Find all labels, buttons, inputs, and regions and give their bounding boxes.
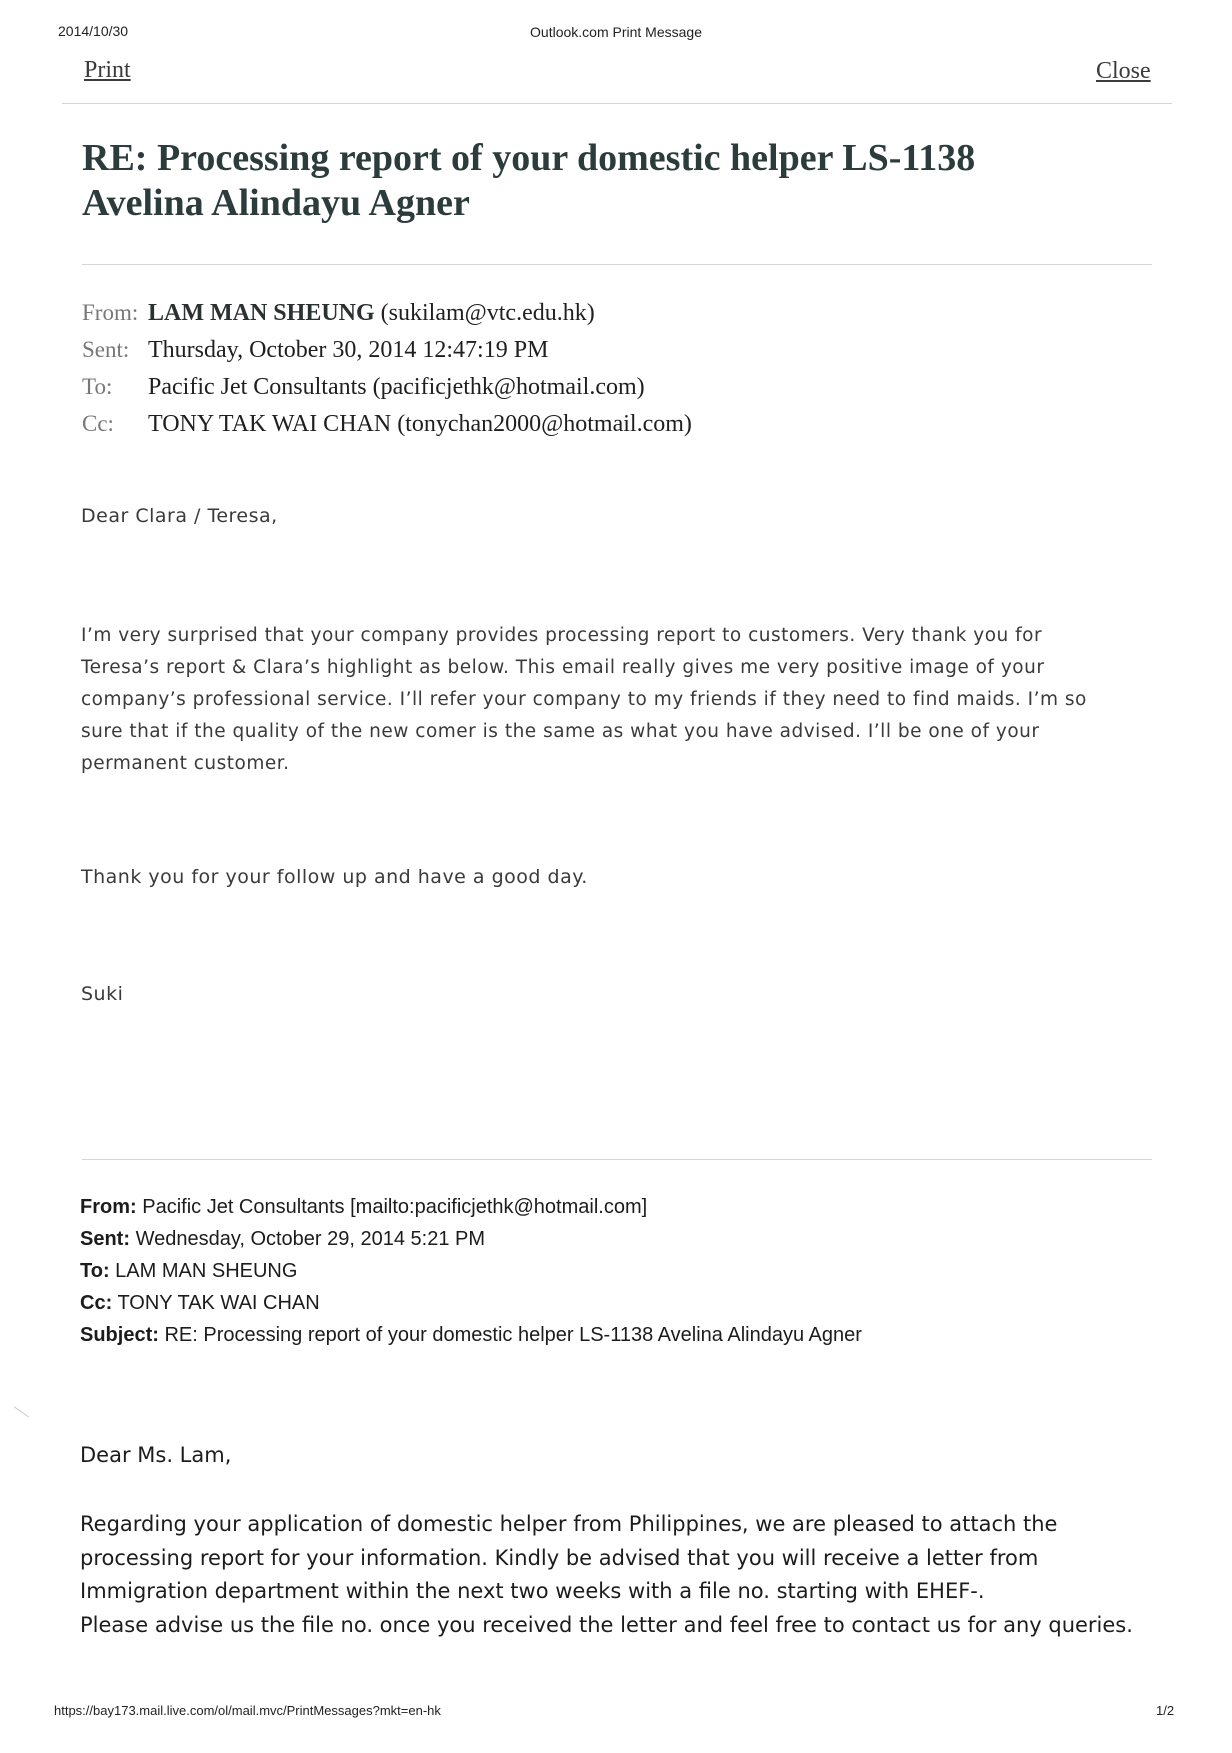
quoted-cc-label: Cc: bbox=[80, 1292, 113, 1314]
quoted-subject-value: RE: Processing report of your domestic helper LS-1138 Avelina Alindayu Agner bbox=[164, 1324, 862, 1346]
print-footer-url: https://bay173.mail.live.com/ol/mail.mvc/PrintMessages?mkt=en-hk bbox=[54, 1703, 441, 1718]
message-subject: RE: Processing report of your domestic helper LS-1138 Avelina Alindayu Agner bbox=[82, 137, 976, 224]
body-signature: Suki bbox=[81, 983, 124, 1005]
cc-label: Cc: bbox=[82, 411, 114, 436]
paragraph-line: I’m very surprised that your company provides processing report to customers. Very thank you for bbox=[81, 625, 1043, 646]
print-link[interactable]: Print bbox=[84, 57, 131, 83]
quoted-to-label: To: bbox=[80, 1260, 110, 1282]
sender-name: LAM MAN SHEUNG bbox=[148, 300, 375, 326]
print-page-title: Outlook.com Print Message bbox=[530, 24, 702, 40]
divider bbox=[82, 264, 1152, 265]
quoted-greeting: Dear Ms. Lam, bbox=[80, 1443, 232, 1467]
quoted-from-label: From: bbox=[80, 1196, 137, 1218]
body-paragraph bbox=[81, 620, 1161, 780]
divider bbox=[62, 103, 1172, 104]
body-thanks: Thank you for your follow up and have a good day. bbox=[81, 866, 588, 888]
print-page-number: 1/2 bbox=[1156, 1703, 1175, 1718]
quoted-subject-label: Subject: bbox=[80, 1324, 159, 1346]
to-value: Pacific Jet Consultants (pacificjethk@hotmail.com) bbox=[148, 374, 645, 400]
quoted-sent-label: Sent: bbox=[80, 1228, 130, 1250]
header-to-row bbox=[82, 374, 645, 401]
to-label: To: bbox=[82, 374, 113, 399]
from-label: From: bbox=[82, 300, 139, 325]
sender-email: (sukilam@vtc.edu.hk) bbox=[380, 300, 595, 326]
cc-value: TONY TAK WAI CHAN (tonychan2000@hotmail.com) bbox=[148, 411, 692, 437]
quote-divider bbox=[82, 1159, 1152, 1160]
header-from-row bbox=[82, 300, 595, 327]
quoted-paragraph bbox=[80, 1508, 1180, 1642]
quoted-cc-value: TONY TAK WAI CHAN bbox=[117, 1292, 320, 1314]
body-greeting: Dear Clara / Teresa, bbox=[81, 505, 278, 527]
scan-mark bbox=[5, 1406, 29, 1430]
quoted-paragraph-line: Please advise us the file no. once you received the letter and feel free to contact us for any queries. bbox=[80, 1612, 1133, 1637]
quoted-from-value: Pacific Jet Consultants [mailto:pacificjethk@hotmail.com] bbox=[142, 1196, 648, 1218]
quoted-subject-row bbox=[80, 1324, 862, 1347]
sent-value: Thursday, October 30, 2014 12:47:19 PM bbox=[148, 337, 549, 363]
paragraph-line: sure that if the quality of the new comer is the same as what you have advised. I’ll be one of your bbox=[81, 721, 1040, 742]
close-link[interactable]: Close bbox=[1096, 58, 1151, 84]
paragraph-line: permanent customer. bbox=[81, 753, 290, 774]
quoted-sent-row bbox=[80, 1228, 485, 1251]
quoted-sent-value: Wednesday, October 29, 2014 5:21 PM bbox=[135, 1228, 486, 1250]
quoted-to-value: LAM MAN SHEUNG bbox=[115, 1260, 298, 1282]
paragraph-line: company’s professional service. I’ll refer your company to my friends if they need to find maids. I’m so bbox=[81, 689, 1087, 710]
quoted-paragraph-line: Immigration department within the next two weeks with a file no. starting with EHEF-. bbox=[80, 1579, 985, 1603]
header-sent-row bbox=[82, 337, 548, 364]
print-date: 2014/10/30 bbox=[58, 23, 129, 39]
quoted-cc-row bbox=[80, 1292, 320, 1315]
quoted-paragraph-line: Regarding your application of domestic helper from Philippines, we are pleased to attach the bbox=[80, 1512, 1058, 1536]
header-cc-row bbox=[82, 411, 692, 438]
quoted-paragraph-line: processing report for your information. Kindly be advised that you will receive a letter from bbox=[80, 1545, 1039, 1570]
paragraph-line: Teresa’s report & Clara’s highlight as below. This email really gives me very positive image of your bbox=[81, 657, 1045, 678]
quoted-to-row bbox=[80, 1260, 297, 1283]
quoted-from-row bbox=[80, 1196, 647, 1219]
sent-label: Sent: bbox=[82, 337, 130, 362]
